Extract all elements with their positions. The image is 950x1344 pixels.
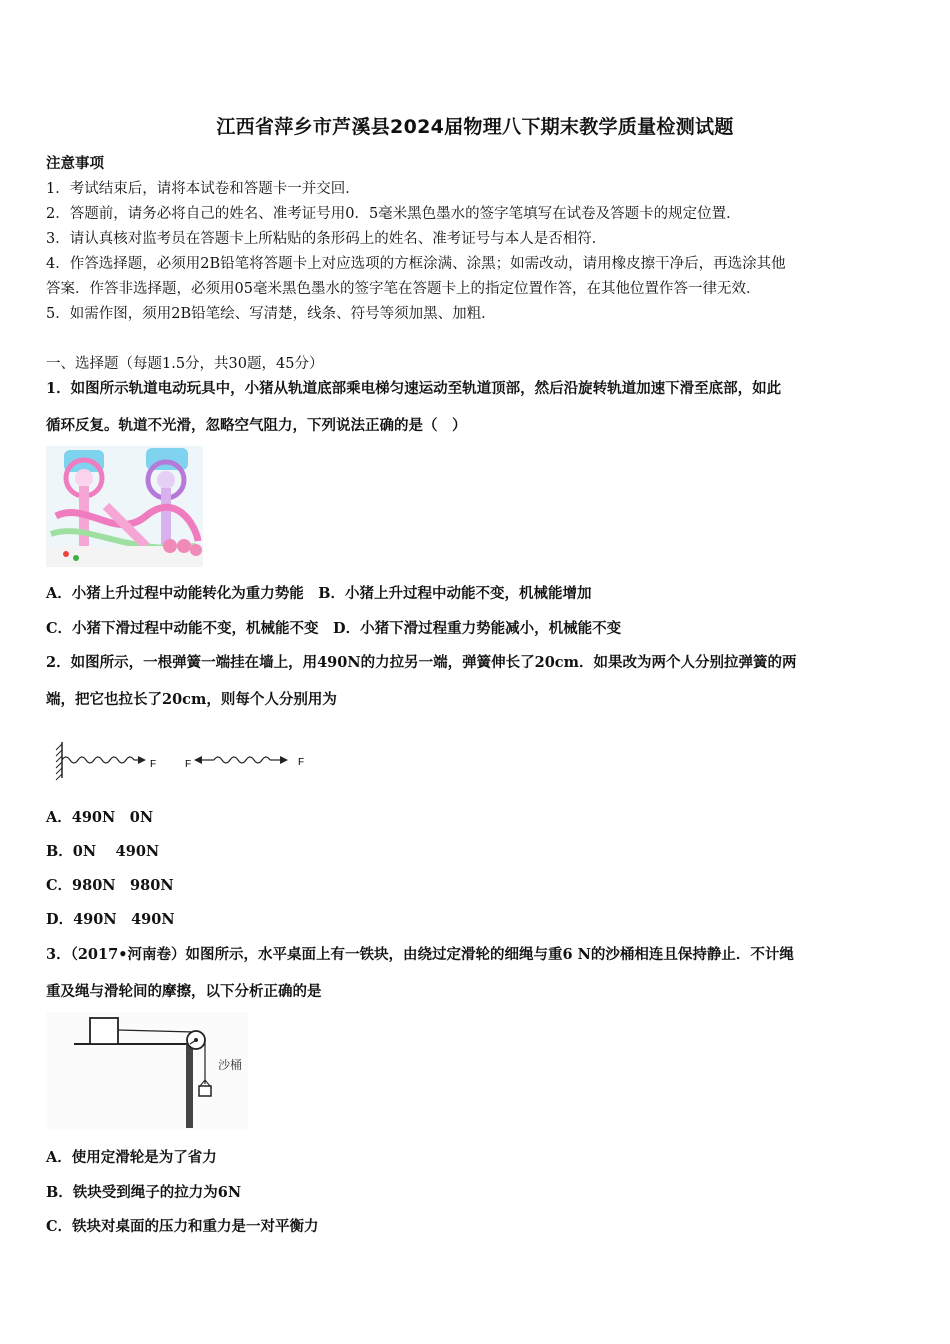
spring-diagram	[54, 738, 316, 782]
notice-heading: 注意事项	[46, 155, 104, 172]
question-1-stem: 循环反复。轨道不光滑，忽略空气阻力，下列说法正确的是（ ）	[46, 417, 467, 434]
pulley-diagram	[46, 1012, 248, 1130]
question-1-options: C．小猪下滑过程中动能不变，机械能不变 D．小猪下滑过程重力势能减小，机械能不变	[46, 620, 622, 637]
question-3-option: A．使用定滑轮是为了省力	[46, 1149, 217, 1166]
question-2-option: B．0N 490N	[46, 843, 160, 860]
force-label: F	[150, 759, 157, 770]
question-2-option: D．490N 490N	[46, 911, 175, 928]
question-3-stem: 重及绳与滑轮间的摩擦，以下分析正确的是	[46, 983, 322, 1000]
question-3-option: C．铁块对桌面的压力和重力是一对平衡力	[46, 1218, 319, 1235]
notice-item: 答案．作答非选择题，必须用05毫米黑色墨水的签字笔在答题卡上的指定位置作答，在其他位置作答一律无效．	[46, 281, 761, 297]
notice-item: 5．如需作图，须用2B铅笔绘、写清楚，线条、符号等须加黑、加粗．	[46, 306, 496, 322]
notice-item: 3．请认真核对监考员在答题卡上所粘贴的条形码上的姓名、准考证号与本人是否相符．	[46, 231, 607, 247]
force-label: F	[298, 757, 305, 768]
question-3-option: B．铁块受到绳子的拉力为6N	[46, 1184, 242, 1201]
question-2-stem: 2．如图所示，一根弹簧一端挂在墙上，用490N的力拉另一端，弹簧伸长了20cm．如果改为两个人分别拉弹簧的两	[46, 654, 797, 671]
notice-item: 2．答题前，请务必将自己的姓名、准考证号用0．5毫米黑色墨水的签字笔填写在试卷及答题卡的规定位置．	[46, 206, 741, 222]
force-label: F	[185, 759, 192, 770]
question-1-options: A．小猪上升过程中动能转化为重力势能 B．小猪上升过程中动能不变，机械能增加	[46, 585, 592, 602]
notice-item: 1．考试结束后，请将本试卷和答题卡一并交回．	[46, 181, 360, 197]
section-heading: 一、选择题（每题1.5分，共30题，45分）	[46, 356, 324, 372]
question-2-option: C．980N 980N	[46, 877, 174, 894]
notice-item: 4．作答选择题，必须用2B铅笔将答题卡上对应选项的方框涂满、涂黑；如需改动，请用橡皮擦干净后，再选涂其他	[46, 256, 786, 272]
page-title: 江西省萍乡市芦溪县2024届物理八下期末教学质量检测试题	[216, 116, 734, 138]
question-1-stem: 1．如图所示轨道电动玩具中，小猪从轨道底部乘电梯匀速运动至轨道顶部，然后沿旋转轨道加速下滑至底部，如此	[46, 380, 782, 397]
bucket-label: 沙桶	[218, 1058, 243, 1072]
question-3-stem: 3．（2017•河南卷）如图所示，水平桌面上有一铁块，由绕过定滑轮的细绳与重6 N的沙桶相连且保持静止．不计绳	[46, 946, 794, 963]
toy-track-photo	[46, 446, 203, 567]
question-2-stem: 端，把它也拉长了20cm，则每个人分别用为	[46, 691, 337, 708]
question-2-option: A．490N 0N	[46, 809, 154, 826]
